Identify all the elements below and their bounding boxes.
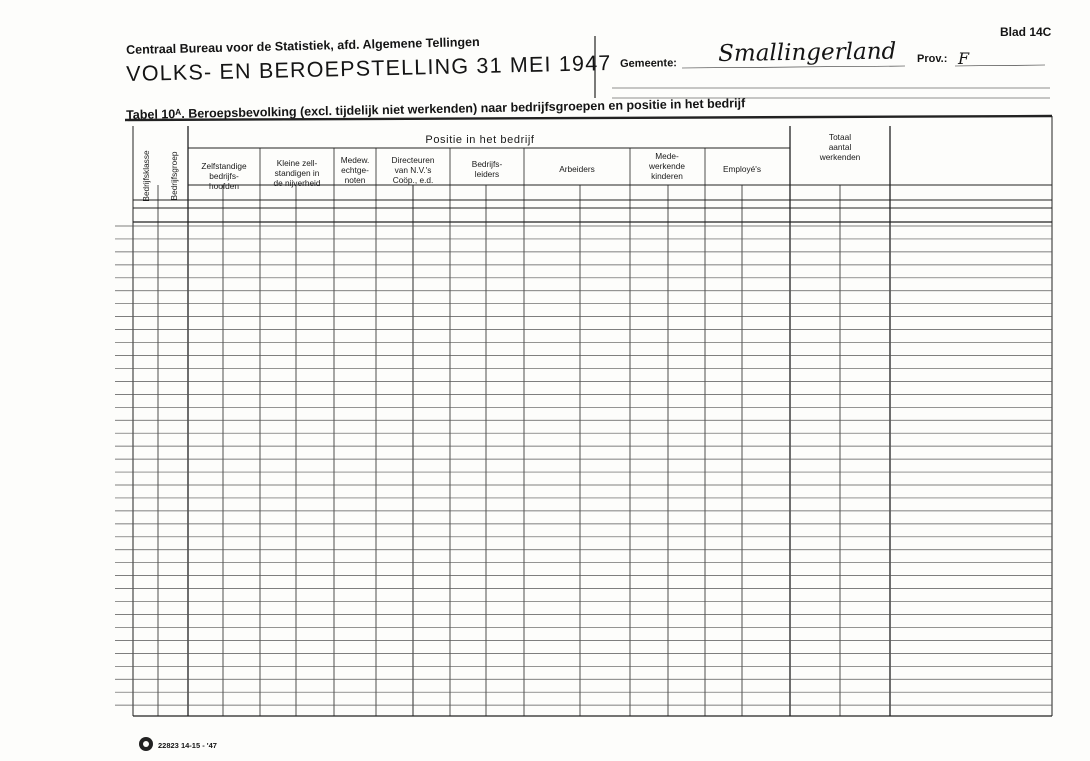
col-zelfstandige-label-line: Zelfstandige — [201, 161, 247, 171]
col-directeuren-label-line: van N.V.'s — [394, 165, 432, 175]
col-medew-label-line: noten — [344, 175, 366, 185]
col-bedrijfsklasse-label: Bedrijfsklasse — [141, 150, 151, 202]
col-totaal-label-line: Totaal — [828, 132, 852, 142]
col-bedrijfsgroep-label: Bedrijfsgroep — [169, 151, 179, 201]
table-caption: Tabel 10ᴬ. Beroepsbevolking (excl. tijdelijk niet werkenden) naar bedrijfsgroepen en positie in het bedrijf — [126, 96, 746, 122]
organization-line: Centraal Bureau voor de Statistiek, afd. Algemene Tellingen — [126, 34, 480, 57]
col-positie-label: Positie in het bedrijf — [425, 134, 535, 146]
col-bedrijfsleiders-label-line: leiders — [474, 169, 500, 179]
col-medewerkende-label-line: werkende — [649, 161, 685, 171]
form-title: VOLKS- EN BEROEPSTELLING 31 MEI 1947 — [126, 50, 612, 86]
col-totaal-label-line: werkenden — [819, 152, 861, 162]
col-directeuren-label-line: Coöp., e.d. — [392, 175, 434, 185]
col-kleine-label-line: standigen in — [274, 168, 320, 178]
col-kleine-label-line: de nijverheid — [273, 178, 321, 188]
col-totaal-label-line: aantal — [828, 142, 852, 152]
col-employes-label: Employé's — [722, 164, 762, 174]
col-zelfstandige-label-line: bedrijfs- — [209, 171, 239, 181]
col-medew-label-line: echtge- — [341, 165, 369, 175]
gemeente-label: Gemeente: — [620, 57, 678, 70]
gemeente-value: Smallingerland — [718, 38, 897, 67]
prov-label: Prov.: — [917, 53, 948, 65]
col-kleine-label-line: Kleine zell- — [276, 158, 318, 168]
col-medew-label-line: Medew. — [340, 155, 370, 165]
blad-number: Blad 14C — [1000, 25, 1052, 39]
prov-value: F — [958, 49, 970, 68]
col-zelfstandige-label-line: hoofden — [209, 181, 239, 191]
printer-code: 22823 14-15 - '47 — [158, 741, 217, 750]
cbs-logo-icon — [138, 736, 154, 752]
col-medewerkende-label-line: kinderen — [651, 171, 683, 181]
col-medewerkende-label-line: Mede- — [655, 151, 679, 161]
col-arbeiders-label: Arbeiders — [559, 164, 595, 174]
col-directeuren-label-line: Directeuren — [391, 155, 435, 165]
col-bedrijfsleiders-label-line: Bedrijfs- — [471, 159, 503, 169]
